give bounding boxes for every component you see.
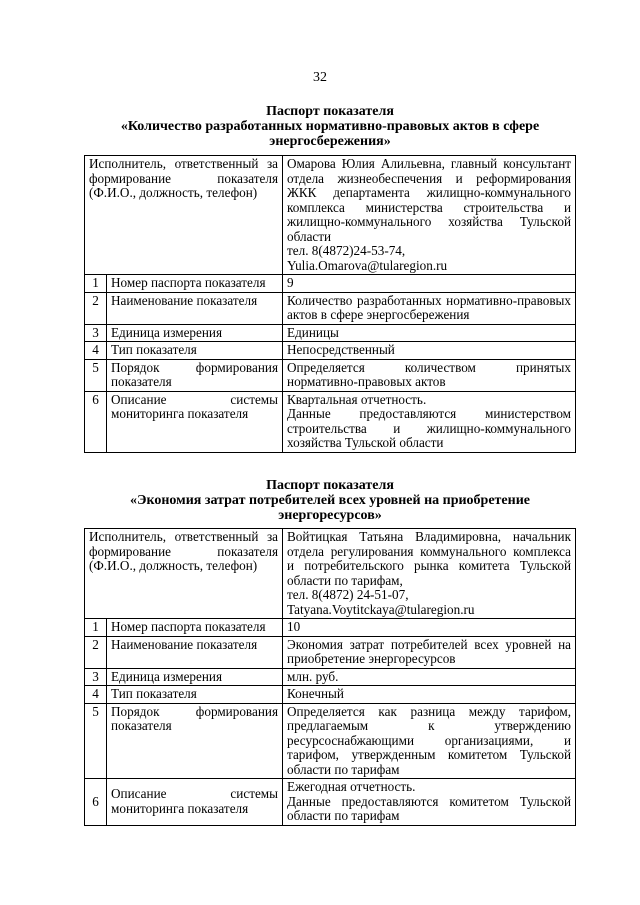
passport-title-line2: энергоресурсов»: [278, 508, 382, 523]
row-label: Порядок формирования показателя: [107, 703, 283, 779]
row-number: 3: [85, 668, 107, 686]
row-value: Количество разработанных нормативно-правовых актов в сфере энергосбережения: [283, 292, 576, 324]
table-row: [85, 619, 576, 637]
passport-title-line1: «Экономия затрат потребителей всех уровней на приобретение: [129, 493, 530, 508]
executor-cell: [283, 529, 576, 619]
row-value: [283, 391, 576, 452]
row-label: Номер паспорта показателя: [107, 275, 283, 293]
table-row: [85, 324, 576, 342]
row-value: млн. руб.: [283, 668, 576, 686]
row-value: Определяется количеством принятых нормативно-правовых актов: [283, 359, 576, 391]
row-number: 3: [85, 324, 107, 342]
row-label: Номер паспорта показателя: [107, 619, 283, 637]
row-number: 2: [85, 292, 107, 324]
executor-cell: [283, 156, 576, 275]
row-value-line1: Ежегодная отчетность.: [287, 779, 416, 794]
row-number: 6: [85, 779, 107, 826]
table-row: [85, 779, 576, 826]
table-row: [85, 359, 576, 391]
row-number: 6: [85, 391, 107, 452]
row-value-line1: Квартальная отчетность.: [287, 391, 427, 407]
row-label: Единица измерения: [107, 324, 283, 342]
executor-label: Исполнитель, ответственный за формирование показателя (Ф.И.О., должность, телефон): [85, 156, 283, 275]
row-number: 5: [85, 703, 107, 779]
table-row: [85, 342, 576, 360]
executor-value: Омарова Юлия Алильевна, главный консультант отдела жизнеобеспечения и реформирования ЖКК департамента жилищно-коммунального комплекса министерства строительства и жилищно-коммунального хозяйства Тульской области: [287, 156, 572, 244]
row-label: Описание системы мониторинга показателя: [107, 779, 283, 826]
executor-value: Войтицкая Татьяна Владимировна, начальник отдела регулирования коммунального комплекса и потребительского рынка комитета Тульской области по тарифам,: [287, 529, 572, 588]
row-value-line2: Данные предоставляются министерством строительства и жилищно-коммунального хозяйства Тульской области: [287, 406, 572, 450]
row-label: Наименование показателя: [107, 636, 283, 668]
row-label: Порядок формирования показателя: [107, 359, 283, 391]
row-label: Тип показателя: [107, 686, 283, 704]
page-number: 32: [313, 70, 327, 85]
row-value: Конечный: [283, 686, 576, 704]
executor-label: Исполнитель, ответственный за формирование показателя (Ф.И.О., должность, телефон): [85, 529, 283, 619]
passport-title-line1: «Количество разработанных нормативно-правовых актов в сфере: [120, 119, 540, 134]
row-value: 10: [283, 619, 576, 637]
row-number: 1: [85, 275, 107, 293]
row-value: Непосредственный: [283, 342, 576, 360]
row-number: 1: [85, 619, 107, 637]
row-value: Определяется как разница между тарифом, предлагаемым к утверждению ресурсоснабжающими организациями, и тарифом, утвержденным комитетом Тульской области по тарифам: [283, 703, 576, 779]
row-label: Наименование показателя: [107, 292, 283, 324]
executor-row: [85, 156, 576, 275]
row-value: Единицы: [283, 324, 576, 342]
table-row: [85, 686, 576, 704]
table-row: [85, 668, 576, 686]
table-row: [85, 703, 576, 779]
row-number: 2: [85, 636, 107, 668]
passport-1-heading: [80, 104, 580, 149]
row-number: 4: [85, 686, 107, 704]
executor-email: Yulia.Omarova@tularegion.ru: [287, 257, 448, 273]
row-number: 4: [85, 342, 107, 360]
row-label: Описание системы мониторинга показателя: [107, 391, 283, 452]
table-row: [85, 292, 576, 324]
executor-phone: тел. 8(4872)24-53-74,: [287, 243, 406, 258]
table-row: [85, 391, 576, 452]
row-value-line2: Данные предоставляются комитетом Тульской области по тарифам: [287, 793, 572, 823]
passport-title-line2: энергосбережения»: [269, 134, 391, 149]
row-number: 5: [85, 359, 107, 391]
passport-heading: Паспорт показателя: [266, 478, 394, 493]
row-value: 9: [283, 275, 576, 293]
row-value: [283, 779, 576, 826]
passport-2-table: [84, 528, 576, 826]
passport-1-table: [84, 155, 576, 453]
executor-email: Tatyana.Voytitckaya@tularegion.ru: [287, 601, 475, 617]
row-label: Тип показателя: [107, 342, 283, 360]
table-row: [85, 636, 576, 668]
executor-phone: тел. 8(4872) 24-51-07,: [287, 587, 409, 602]
table-row: [85, 275, 576, 293]
passport-2-heading: [80, 478, 580, 523]
passport-heading: Паспорт показателя: [266, 104, 394, 119]
row-value: Экономия затрат потребителей всех уровней на приобретение энергоресурсов: [283, 636, 576, 668]
executor-row: [85, 529, 576, 619]
row-label: Единица измерения: [107, 668, 283, 686]
